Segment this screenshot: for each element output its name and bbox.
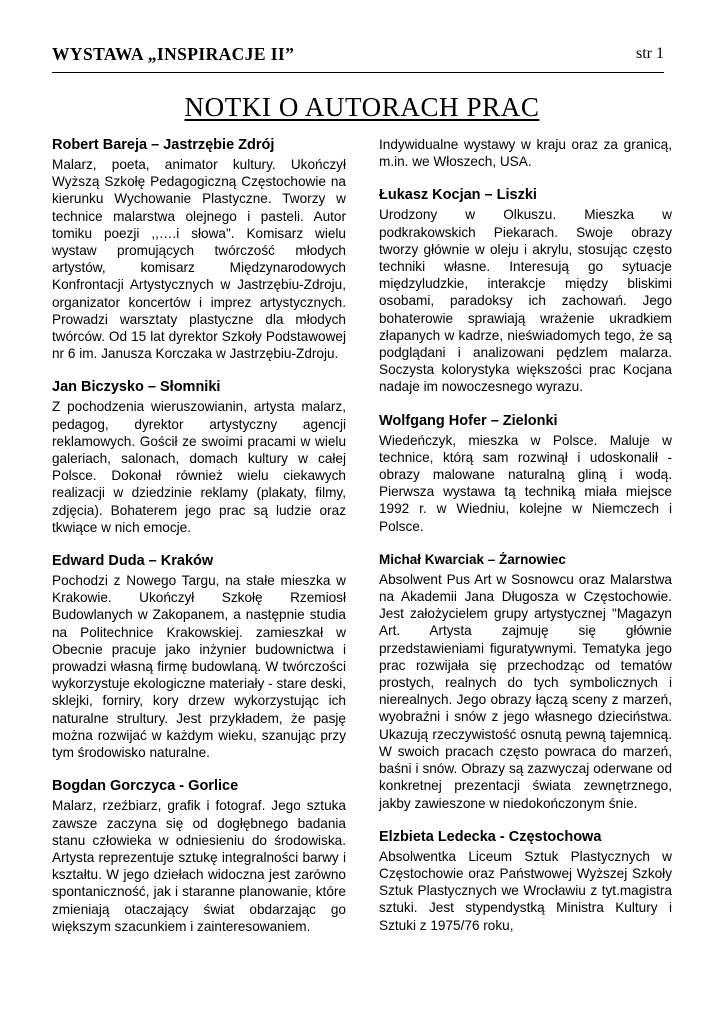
page-title: NOTKI O AUTORACH PRAC (184, 92, 540, 122)
author-bio: Malarz, rzeźbiarz, grafik i fotograf. Jego sztuka zawsze zaczyna się od dogłębnego badania stanu człowieka w odniesieniu do środowiska. Artysta reprezentuje sztukę integralności barwy i kształtu. W jego dziełach widoczna jest zarówno spontaniczność, jak i staranne planowanie, które zmieniają otaczający świat obdarzając go większym szacunkiem i zainteresowaniem. (52, 798, 346, 934)
continuation-text: Indywidualne wystawy w kraju oraz za granicą, m.in. we Włoszech, USA. (379, 137, 672, 170)
author-entry (379, 551, 672, 812)
bio-continuation (379, 136, 672, 170)
author-entry (379, 828, 672, 934)
author-name: Edward Duda – Kraków (52, 553, 214, 570)
author-bio: Z pochodzenia wieruszowianin, artysta malarz, pedagog, dyrektor artystyczny agencji reklamowych. Gościł ze swoimi pracami w wielu galeriach, salonach, domach kultury w całej Polsce. Dokonał również wielu ciekawych realizacji w dziedzinie reklamy (plakaty, filmy, zdjęcia). Bohaterem jego prac są ludzie oraz tkwiące w nich emocje. (52, 399, 346, 535)
exhibition-title: WYSTAWA „INSPIRACJE II” (52, 44, 295, 64)
author-name: Łukasz Kocjan – Liszki (379, 187, 537, 204)
author-name: Michał Kwarciak – Żarnowiec (379, 551, 566, 567)
author-entry (52, 552, 346, 761)
author-bio: Absolwent Pus Art w Sosnowcu oraz Malarstwa na Akademii Jana Długosza w Częstochowie. Jest założycielem grupy artystycznej "Magazyn Art. Artysta zajmuję się głównie przedstawieniami figuratywnymi. Tematyka jego prac rozwijała się przechodząc od tematów prostych, realnych do tych symbolicznych i nierealnych. Jego obrazy łączą sceny z marzeń, wyobraźni i snów z jego własnego dzieciństwa. Ukazują rzeczywistość osnutą pewną tajemnicą. W swoich pracach często powraca do marzeń, baśni i snów. Obrazy są zazwyczaj oderwane od konkretnej prezentacji świata zewnętrznego, jakby zawieszone w niedokończonym śnie. (379, 571, 672, 811)
author-name: Robert Bareja – Jastrzębie Zdrój (52, 137, 275, 153)
author-entry (52, 136, 346, 362)
author-name: Jan Biczysko – Słomniki (52, 379, 221, 396)
author-name: Wolfgang Hofer – Zielonki (379, 412, 558, 429)
author-bio: Wiedeńczyk, mieszka w Polsce. Maluje w technice, którą sam rozwinął i udoskonalił - obrazy malowane naturalną gliną i wodą. Pierwsza wystawa tą techniką miała miejsce 1992 r. w Wiedniu, kolejne w Niemczech i Polsce. (379, 432, 672, 534)
author-entry (379, 412, 672, 535)
left-column (52, 136, 346, 951)
author-entry (52, 378, 346, 536)
right-column (379, 136, 672, 950)
author-entry (52, 777, 346, 935)
page-header (52, 42, 664, 73)
page-number: str 1 (636, 45, 664, 62)
author-bio: Absolwentka Liceum Sztuk Plastycznych w Częstochowie oraz Państwowej Wyższej Szkoły Sztuk Plastycznych we Wrocławiu z tyt.magistra sztuki. Jest stypendystką Ministra Kultury i Sztuki z 1975/76 roku, (379, 848, 672, 933)
author-bio: Pochodzi z Nowego Targu, na stałe mieszka w Krakowie. Ukończył Szkołę Rzemiosł Budowlanych w Zakopanem, a następnie studia na Politechnice Krakowskiej. zamieszkał w Obecnie pracuje jako inżynier budownictwa i prowadzi własną firmę budowlaną. W twórczości wykorzystuje ekologiczne materiały - stare deski, sklejki, forniry, kory drzew wykorzystując ich naturalne strultury. Jest przykładem, że pasję można rozwijać w każdym wieku, szanując przy tym środowisko naturalne. (52, 573, 346, 761)
author-name: Elzbieta Ledecka - Częstochowa (379, 828, 602, 845)
author-bio: Malarz, poeta, animator kultury. Ukończył Wyższą Szkołę Pedagogiczną Częstochowie na kierunku Wychowanie Plastyczne. Tworzy w technice malarstwa olejnego i pasteli. Autor tomiku poezji ,,….i słowa". Komisarz wielu wystaw promujących twórczość młodych artystów, komisarz Międzynarodowych Konfrontacji Artystycznych w Jastrzębiu-Zdroju, organizator koncertów i imprez artystycznych. Prowadzi warsztaty plastyczne dla młodych twórców. Od 15 lat dyrektor Szkoły Podstawowej nr 6 im. Janusza Korczaka w Jastrzębiu-Zdroju. (52, 157, 346, 362)
author-bio: Urodzony w Olkuszu. Mieszka w podkrakowskich Piekarach. Swoje obrazy tworzy głównie w oleju i akrylu, stosując często techniki własne. Interesują go sytuacje międzyludzkie, interakcje między bliskimi osobami, paradoksy ich zachowań. Jego bohaterowie sprawiają wrażenie ukradkiem złapanych w kadrze, nieświadomych tego, że są podglądani i analizowani pędzlem malarza. Soczysta kolorystyka większości prac Kocjana nadaje im nowoczesnego wyrazu. (379, 207, 672, 395)
author-entry (379, 186, 672, 395)
author-name: Bogdan Gorczyca - Gorlice (52, 778, 239, 795)
